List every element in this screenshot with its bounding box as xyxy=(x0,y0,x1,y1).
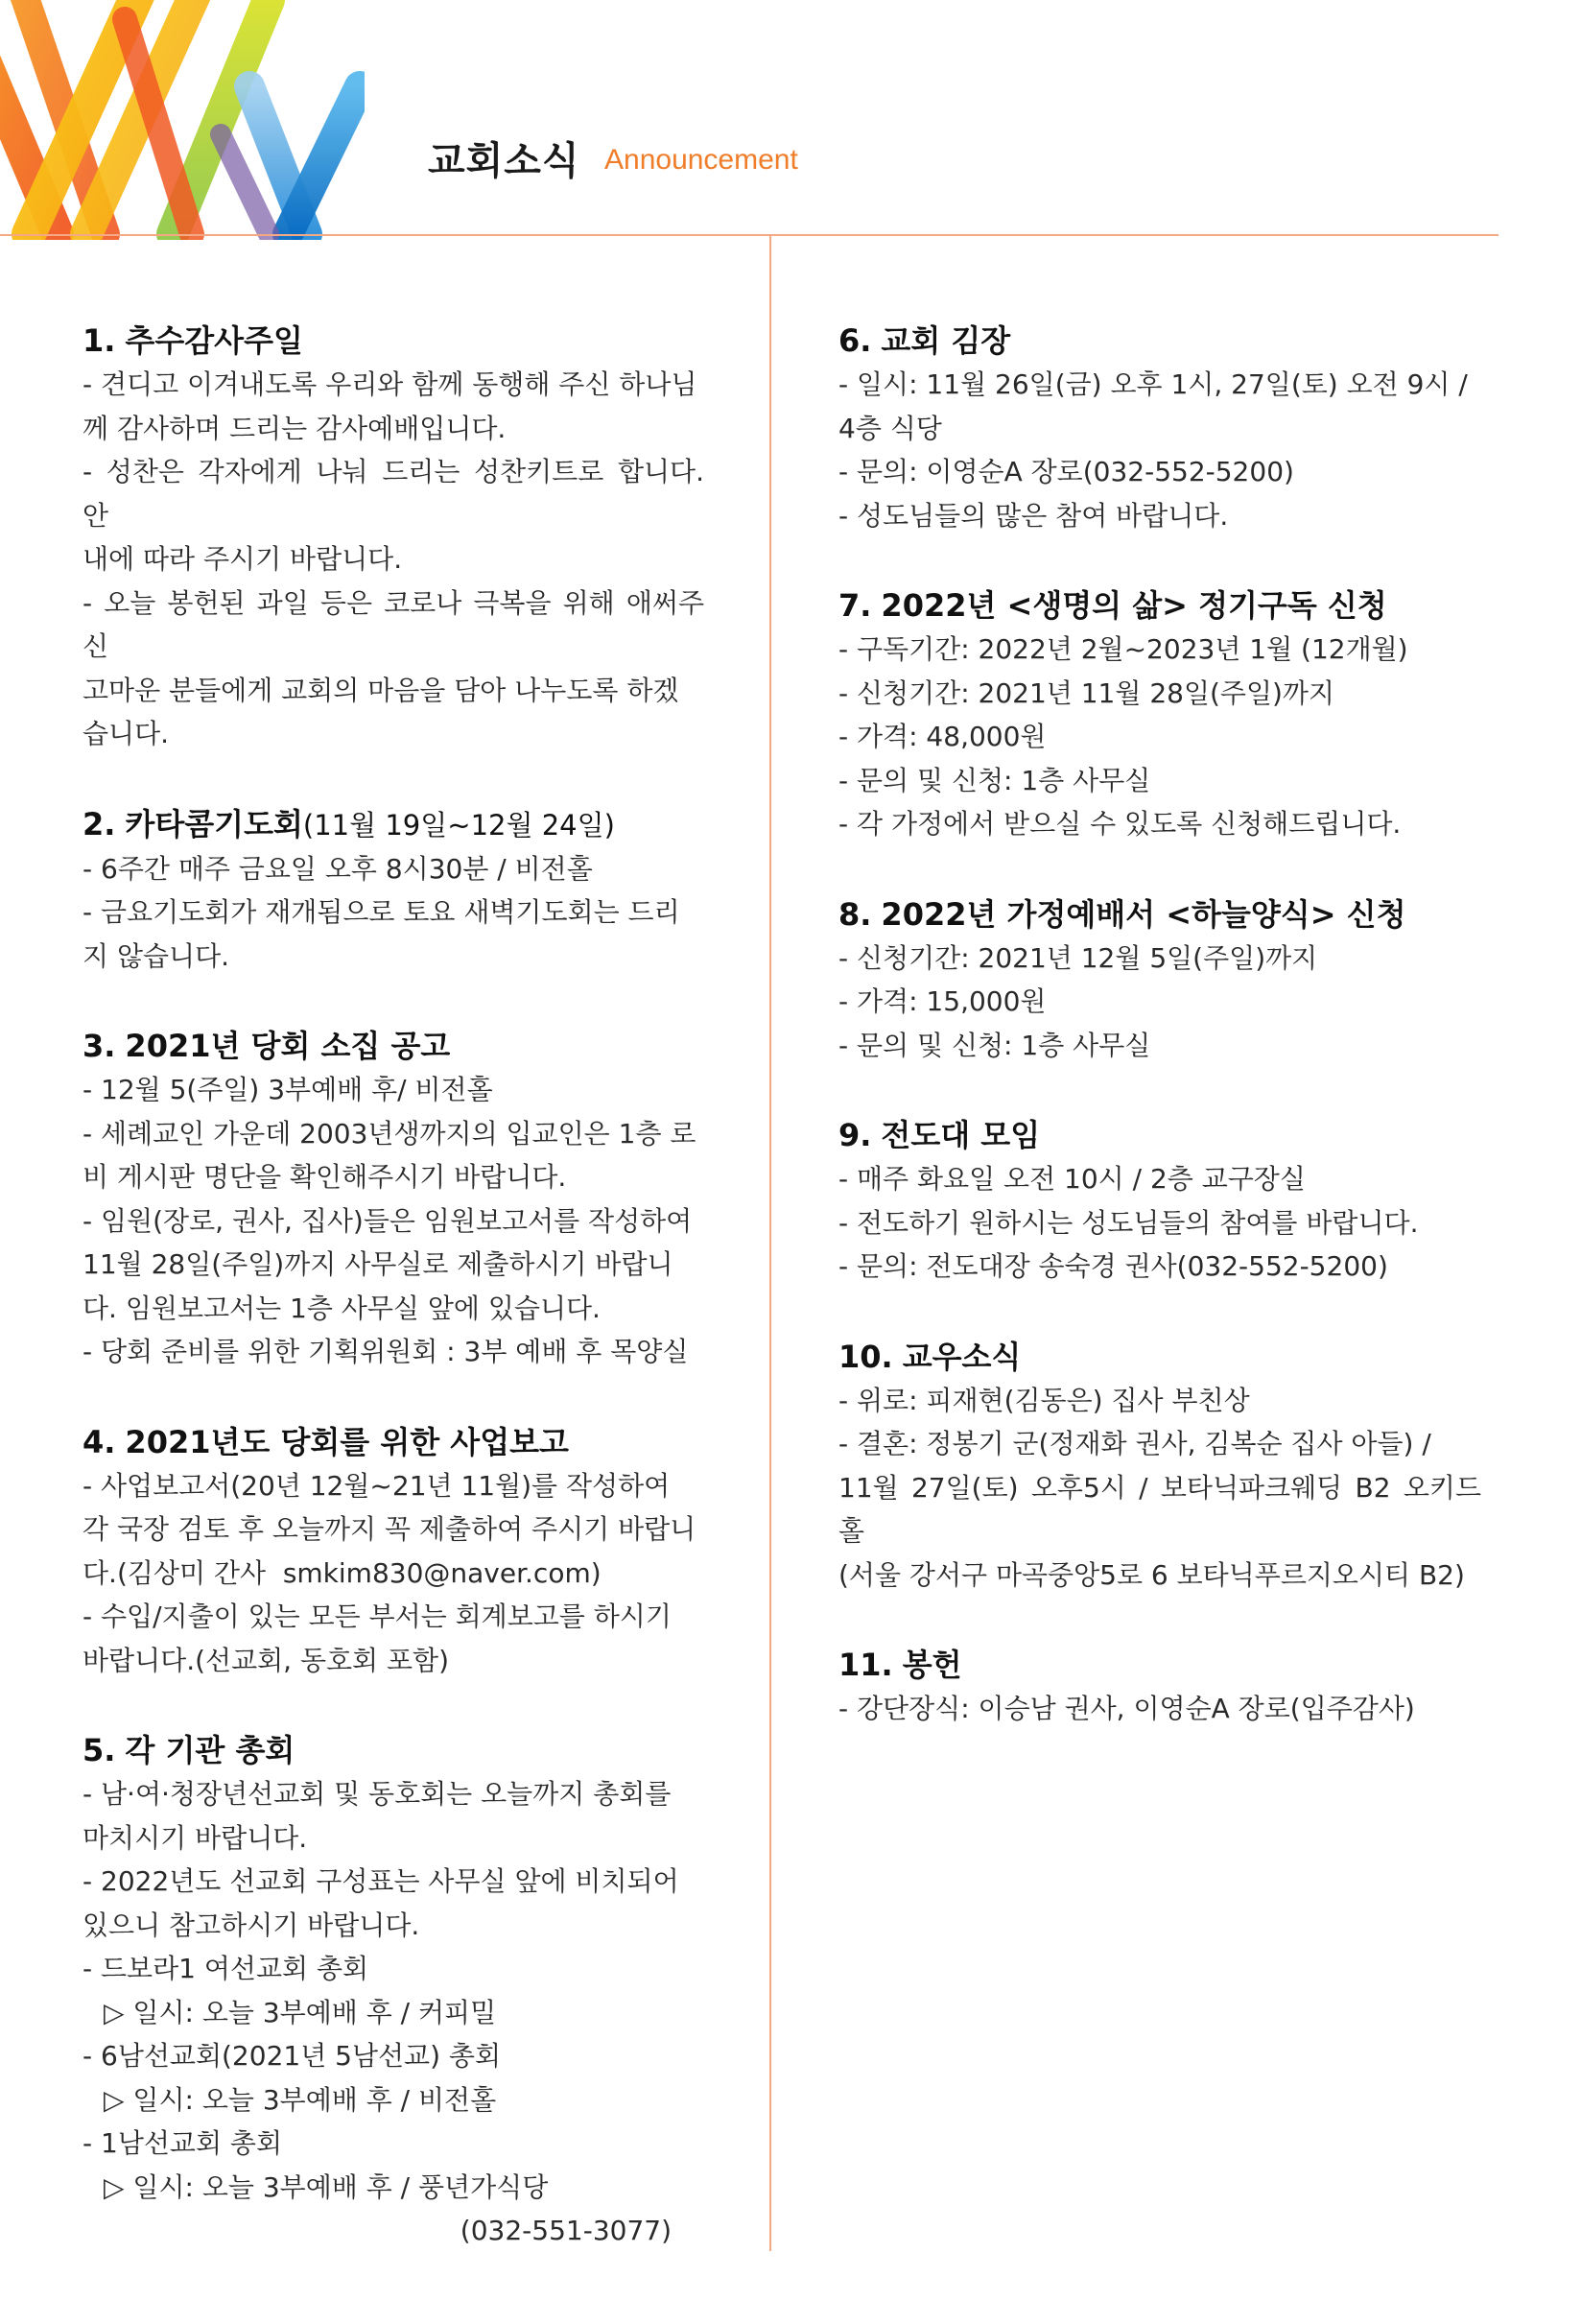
announcement-line: - 6주간 매주 금요일 오후 8시30분 / 비전홀 xyxy=(83,852,593,885)
section-heading: 전도대 모임 xyxy=(881,1117,1041,1153)
announcement-line: - 6남선교회(2021년 5남선교) 총회 xyxy=(83,2040,502,2072)
announcement-line: 4층 식당 xyxy=(838,412,942,444)
section-title xyxy=(83,802,704,847)
contact-phone: (032-551-3077) xyxy=(460,2215,672,2246)
announcement-line: - 문의 및 신청: 1층 사무실 xyxy=(838,764,1151,796)
section-title xyxy=(838,319,1481,363)
header-divider xyxy=(0,234,1498,236)
announcement-section-11 xyxy=(838,1643,1481,1731)
announcement-line: - 문의: 전도대장 송숙경 권사(032-552-5200) xyxy=(838,1250,1388,1282)
announcement-subline: ▷ 일시: 오늘 3부예배 후 / 커피밀 xyxy=(104,1996,497,2028)
section-number: 8. xyxy=(838,895,872,933)
section-heading: 2021년도 당회를 위한 사업보고 xyxy=(125,1423,569,1460)
announcement-line: - 강단장식: 이승남 권사, 이영순A 장로(입주감사) xyxy=(838,1693,1415,1724)
announcement-section-1 xyxy=(83,319,713,756)
section-title xyxy=(83,1420,704,1464)
announcement-line: - 세례교인 가운데 2003년생까지의 입교인은 1층 로 xyxy=(83,1117,696,1150)
announcement-line: 습니다. xyxy=(83,718,170,749)
section-title xyxy=(838,1335,1481,1379)
section-heading: 2022년 가정예배서 <하늘양식> 신청 xyxy=(881,895,1406,933)
section-heading: 각 기관 총회 xyxy=(125,1732,295,1768)
announcement-line: - 문의: 이영순A 장로(032-552-5200) xyxy=(838,456,1294,487)
announcement-line: - 성도님들의 많은 참여 바랍니다. xyxy=(838,499,1229,532)
announcement-line: - 사업보고서(20년 12월~21년 11월)를 작성하여 xyxy=(83,1469,671,1502)
section-number: 4. xyxy=(83,1423,116,1460)
announcement-line: - 가격: 48,000원 xyxy=(838,721,1047,752)
announcement-line: - 당회 준비를 위한 기획위원회 : 3부 예배 후 목양실 xyxy=(83,1336,689,1367)
announcement-line: - 각 가정에서 받으실 수 있도록 신청해드립니다. xyxy=(838,808,1402,840)
section-heading: 교회 김장 xyxy=(881,322,1011,359)
section-number: 3. xyxy=(83,1028,116,1064)
announcement-line: 다.(김상미 간사 smkim830@naver.com) xyxy=(83,1556,602,1589)
announcement-line: - 전도하기 원하시는 성도님들의 참여를 바랍니다. xyxy=(838,1206,1419,1239)
announcement-line: - 매주 화요일 오전 10시 / 2층 교구장실 xyxy=(838,1163,1306,1195)
section-number: 7. xyxy=(838,587,872,624)
section-title xyxy=(838,583,1481,628)
announcement-line: 내에 따라 주시기 바랍니다. xyxy=(83,543,403,575)
announcement-line: - 12월 5(주일) 3부예배 후/ 비전홀 xyxy=(83,1074,493,1105)
announcement-line: 바랍니다.(선교회, 동호회 포함) xyxy=(83,1644,450,1676)
announcement-line: 지 않습니다. xyxy=(83,939,230,972)
announcement-line: 고마운 분들에게 교회의 마음을 담아 나누도록 하겠 xyxy=(83,674,679,706)
announcement-line: - 견디고 이겨내도록 우리와 함께 동행해 주신 하나님 xyxy=(83,368,697,400)
page-subtitle: Announcement xyxy=(604,144,798,176)
announcement-line: 다. 임원보고서는 1층 사무실 앞에 있습니다. xyxy=(83,1292,601,1324)
announcement-line: 있으니 참고하시기 바랍니다. xyxy=(83,1909,420,1941)
announcement-line: - 신청기간: 2021년 12월 5일(주일)까지 xyxy=(838,941,1318,974)
announcement-line: - 일시: 11월 26일(금) 오후 1시, 27일(토) 오전 9시 / xyxy=(838,368,1468,400)
section-number: 2. xyxy=(83,805,116,842)
announcement-line: - 수입/지출이 있는 모든 부서는 회계보고를 하시기 xyxy=(83,1601,672,1632)
announcement-line: - 금요기도회가 재개됨으로 토요 새벽기도회는 드리 xyxy=(83,896,680,928)
announcement-line: - 남·여·청장년선교회 및 동호회는 오늘까지 총회를 xyxy=(83,1778,672,1810)
announcement-section-4 xyxy=(83,1420,704,1683)
section-number: 9. xyxy=(838,1117,872,1153)
section-title xyxy=(83,319,704,363)
section-number: 10. xyxy=(838,1338,893,1375)
section-heading: 2021년 당회 소집 공고 xyxy=(125,1028,451,1064)
announcement-line: - 구독기간: 2022년 2월~2023년 1월 (12개월) xyxy=(838,633,1408,665)
section-number: 11. xyxy=(838,1647,893,1683)
announcement-section-10 xyxy=(838,1335,1481,1598)
section-number: 6. xyxy=(838,322,872,359)
logo-stripes-graphic xyxy=(0,0,365,240)
announcement-section-7 xyxy=(838,583,1481,846)
section-title xyxy=(838,1643,1481,1687)
announcement-line: - 문의 및 신청: 1층 사무실 xyxy=(838,1029,1151,1061)
announcement-section-6 xyxy=(838,319,1481,537)
section-note: (11월 19일~12월 24일) xyxy=(302,808,615,842)
right-column xyxy=(838,319,1481,1777)
section-number: 1. xyxy=(83,322,116,359)
announcement-line: - 가격: 15,000원 xyxy=(838,985,1047,1017)
announcement-subline: ▷ 일시: 오늘 3부예배 후 / 비전홀 xyxy=(104,2083,497,2116)
announcement-line: - 위로: 피재현(김동은) 집사 부친상 xyxy=(838,1384,1250,1416)
section-heading: 카타콤기도회 xyxy=(125,805,303,842)
section-title xyxy=(838,1113,1481,1157)
section-number: 5. xyxy=(83,1732,116,1768)
section-title xyxy=(83,1024,704,1068)
announcement-line: - 드보라1 여선교회 총회 xyxy=(83,1953,369,1984)
announcement-line: - 1남선교회 총회 xyxy=(83,2127,283,2159)
announcement-section-2 xyxy=(83,802,704,979)
page-title: 교회소식 xyxy=(428,139,580,183)
column-divider xyxy=(769,236,771,2251)
announcement-line: 각 국장 검토 후 오늘까지 꼭 제출하여 주시기 바랍니 xyxy=(83,1513,696,1545)
announcement-line: 께 감사하며 드리는 감사예배입니다. xyxy=(83,412,507,444)
announcement-line: (서울 강서구 마곡중앙5로 6 보타닉푸르지오시티 B2) xyxy=(838,1558,1465,1591)
announcement-line: 마치시기 바랍니다. xyxy=(83,1821,308,1854)
announcement-line: - 임원(장로, 권사, 집사)들은 임원보고서를 작성하여 xyxy=(83,1204,693,1237)
section-heading: 2022년 <생명의 삶> 정기구독 신청 xyxy=(881,587,1387,624)
announcement-line: - 오늘 봉헌된 과일 등은 코로나 극복을 위해 애써주신 xyxy=(83,586,704,662)
announcement-line: - 결혼: 정봉기 군(정재화 권사, 김복순 집사 아들) / xyxy=(838,1428,1431,1459)
announcement-line: 11월 28일(주일)까지 사무실로 제출하시기 바랍니 xyxy=(83,1248,673,1280)
announcement-section-5 xyxy=(83,1728,704,2253)
announcement-section-9 xyxy=(838,1113,1481,1289)
announcement-subline: ▷ 일시: 오늘 3부예배 후 / 풍년가식당 xyxy=(104,2170,549,2203)
section-heading: 교우소식 xyxy=(902,1338,1022,1375)
announcement-section-3 xyxy=(83,1024,704,1374)
announcement-line: - 성찬은 각자에게 나눠 드리는 성찬키트로 합니다. 안 xyxy=(83,456,713,532)
announcement-section-8 xyxy=(838,892,1481,1068)
section-title xyxy=(83,1728,704,1772)
announcement-line: 11월 27일(토) 오후5시 / 보타닉파크웨딩 B2 오키드홀 xyxy=(838,1471,1481,1547)
announcement-line: - 신청기간: 2021년 11월 28일(주일)까지 xyxy=(838,676,1335,709)
section-heading: 추수감사주일 xyxy=(125,322,303,359)
left-column xyxy=(83,319,713,2299)
section-heading: 봉헌 xyxy=(902,1647,962,1683)
announcement-line: - 2022년도 선교회 구성표는 사무실 앞에 비치되어 xyxy=(83,1865,679,1897)
section-title xyxy=(838,892,1481,937)
announcement-line: 비 게시판 명단을 확인해주시기 바랍니다. xyxy=(83,1161,567,1193)
